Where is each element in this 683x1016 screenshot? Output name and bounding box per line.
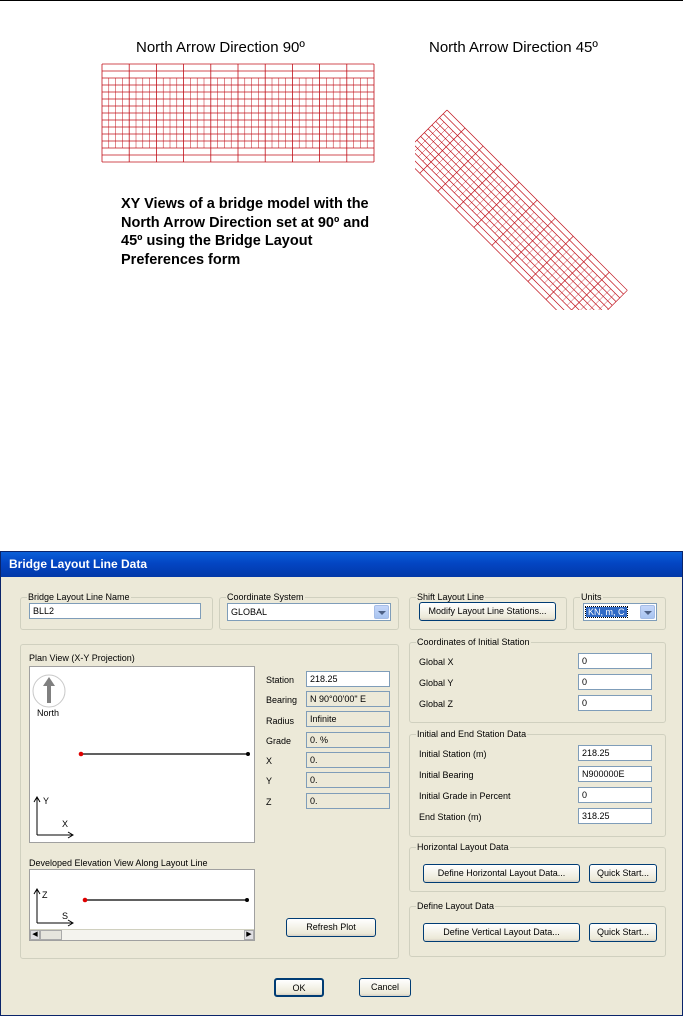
plan-y-axis-label: Y [43, 796, 50, 806]
north-label: North [37, 708, 60, 718]
units-value: KN, m, C [588, 607, 625, 617]
initial-grade-label: Initial Grade in Percent [419, 791, 511, 801]
plan-view-canvas [30, 667, 254, 842]
grid-line [564, 272, 609, 310]
plan-view-plot[interactable] [29, 666, 255, 843]
global-x-label: Global X [419, 657, 454, 667]
end-station-label: End Station (m) [419, 812, 482, 822]
grid-line [582, 290, 627, 310]
global-y-field[interactable]: 0 [578, 674, 652, 690]
units-legend: Units [581, 592, 602, 602]
coord-system-legend: Coordinate System [227, 592, 304, 602]
initial-coords-legend: Coordinates of Initial Station [417, 637, 530, 647]
elevation-z-axis-label: Z [42, 890, 48, 900]
plan-x-axis-label: X [62, 819, 69, 829]
refresh-plot-button[interactable]: Refresh Plot [286, 918, 376, 937]
figure-caption: XY Views of a bridge model with the North Arrow Direction set at 90º and 45º using the Bridge Layout Preferences form [121, 196, 370, 268]
bridge-grid-90 [101, 63, 375, 163]
left-figure-title: North Arrow Direction 90º [136, 39, 305, 56]
chevron-down-icon[interactable] [640, 605, 655, 619]
global-y-label: Global Y [419, 678, 454, 688]
grid-line [421, 136, 601, 310]
elevation-scrollbar[interactable] [30, 929, 254, 940]
x-field: 0. [306, 752, 390, 768]
right-figure-title: North Arrow Direction 45º [429, 39, 598, 56]
elevation-s-axis-label: S [62, 911, 69, 921]
ok-button[interactable]: OK [274, 978, 324, 997]
rotated-grid [415, 110, 627, 310]
bearing-field: N 90°00'00" E [306, 691, 390, 707]
shift-layout-legend: Shift Layout Line [417, 592, 485, 602]
initial-grade-field[interactable]: 0 [578, 787, 652, 803]
layout-name-legend: Bridge Layout Line Name [28, 592, 130, 602]
layout-name-input[interactable]: BLL2 [29, 603, 201, 619]
plan-view-legend: Plan View (X-Y Projection) [29, 653, 135, 663]
z-label: Z [266, 797, 272, 807]
cancel-button[interactable]: Cancel [359, 978, 411, 997]
global-x-field[interactable]: 0 [578, 653, 652, 669]
station-label: Station [266, 675, 295, 685]
define-vertical-button[interactable]: Define Vertical Layout Data... [423, 923, 580, 942]
grade-field: 0. % [306, 732, 390, 748]
initial-station-field[interactable]: 218.25 [578, 745, 652, 761]
dialog-title: Bridge Layout Line Data [1, 552, 682, 577]
define-horizontal-button[interactable]: Define Horizontal Layout Data... [423, 864, 580, 883]
grid-line [415, 144, 593, 310]
horizontal-quick-start-button[interactable]: Quick Start... [589, 864, 657, 883]
elevation-view-plot[interactable] [29, 869, 255, 941]
grid-line [424, 133, 604, 310]
coord-system-value: GLOBAL [231, 607, 268, 617]
global-z-label: Global Z [419, 699, 454, 709]
scroll-right-icon[interactable]: ▶ [244, 930, 254, 940]
y-label: Y [266, 776, 273, 786]
modify-stations-button[interactable]: Modify Layout Line Stations... [419, 602, 556, 621]
elevation-legend: Developed Elevation View Along Layout Line [29, 858, 208, 868]
bridge-grid-45 [415, 90, 655, 310]
units-select[interactable] [583, 603, 657, 621]
grade-label: Grade [266, 736, 292, 746]
initial-station-label: Initial Station (m) [419, 749, 487, 759]
z-field: 0. [306, 793, 390, 809]
global-z-field[interactable]: 0 [578, 695, 652, 711]
initial-bearing-label: Initial Bearing [419, 770, 474, 780]
end-station-field[interactable]: 318.25 [578, 808, 652, 824]
chevron-down-icon[interactable] [374, 605, 389, 619]
station-field[interactable]: 218.25 [306, 671, 390, 687]
vertical-quick-start-button[interactable]: Quick Start... [589, 923, 657, 942]
x-label: X [266, 756, 273, 766]
station-data-legend: Initial and End Station Data [417, 729, 527, 739]
y-field: 0. [306, 772, 390, 788]
elevation-view-canvas [30, 870, 254, 930]
header-rule [0, 0, 683, 1]
bridge-layout-dialog [0, 551, 683, 1016]
radius-field: Infinite [306, 711, 390, 727]
vertical-layout-legend: Define Layout Data [417, 901, 495, 911]
grid-line [585, 293, 615, 310]
scroll-left-icon[interactable]: ◀ [30, 930, 40, 940]
initial-bearing-field[interactable]: N900000E [578, 766, 652, 782]
horizontal-layout-legend: Horizontal Layout Data [417, 842, 509, 852]
radius-label: Radius [266, 716, 295, 726]
scroll-thumb[interactable] [40, 930, 62, 940]
coord-system-select[interactable] [227, 603, 391, 621]
grid-line [576, 284, 606, 310]
bearing-label: Bearing [266, 695, 298, 705]
